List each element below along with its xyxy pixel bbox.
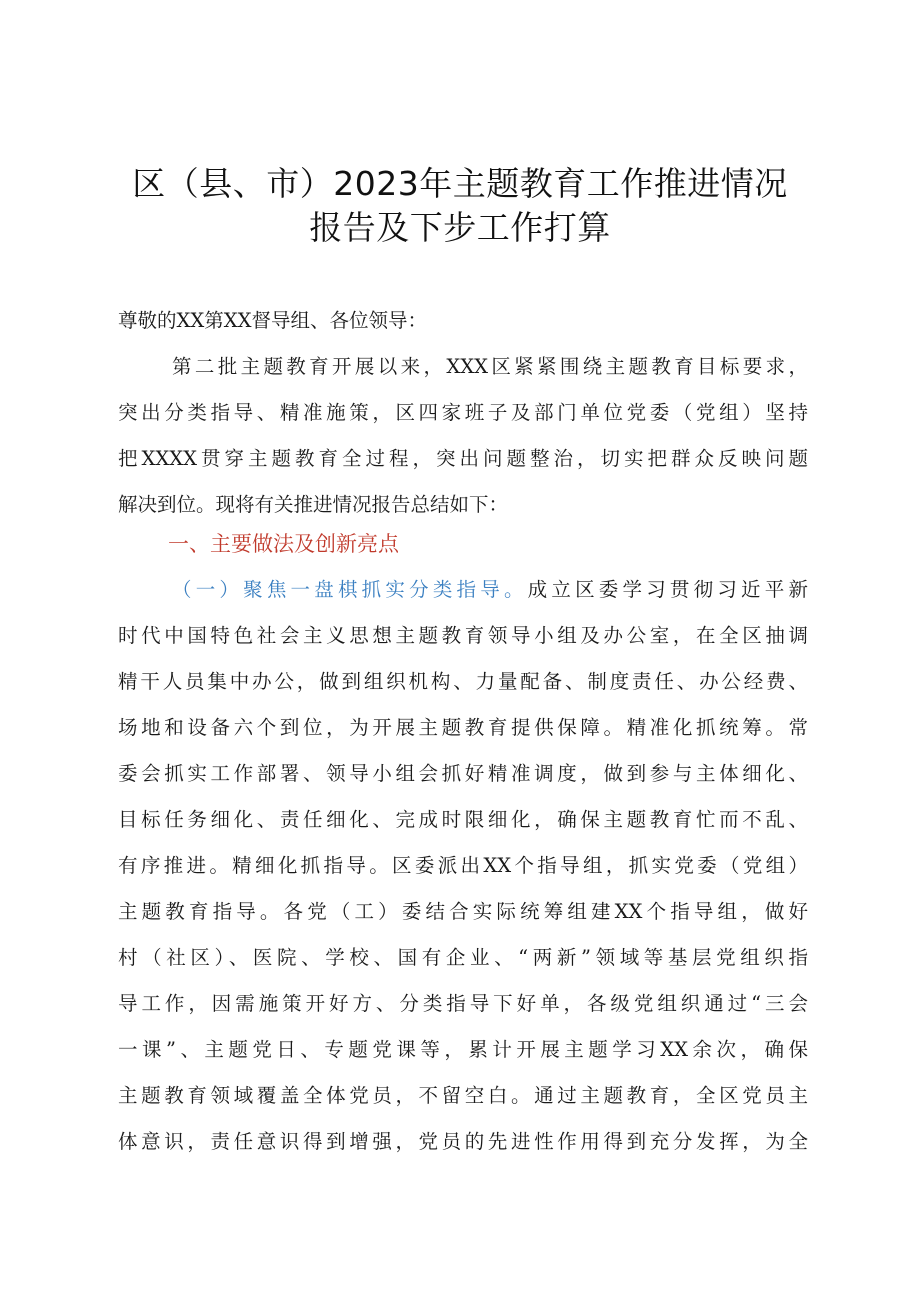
salutation: 尊敬的XX第XX督导组、各位领导： [118, 309, 428, 332]
intro-line: 把XXXX贯穿主题教育全过程，突出问题整治，切实把群众反映问题 [118, 447, 808, 470]
intro-line: 突出分类指导、精准施策，区四家班子及部门单位党委（党组）坚持 [118, 401, 808, 424]
body-line: 体意识，责任意识得到增强，党员的先进性作用得到充分发挥，为全 [118, 1130, 808, 1153]
intro-line: 解决到位。现将有关推进情况报告总结如下： [118, 493, 509, 516]
body-line: 一课”、主题党日、专题党课等，累计开展主题学习XX余次，确保 [118, 1038, 808, 1061]
body-line: 村（社区）、医院、学校、国有企业、“两新”领域等基层党组织指 [118, 946, 808, 969]
body-line: 主题教育指导。各党（工）委结合实际统筹组建XX个指导组，做好 [118, 900, 808, 923]
body-line: 场地和设备六个到位，为开展主题教育提供保障。精准化抓统筹。常 [118, 716, 808, 739]
body-line: 委会抓实工作部署、领导小组会抓好精准调度，做到参与主体细化、 [118, 762, 808, 785]
document-title-line-2: 报告及下步工作打算 [309, 208, 611, 247]
body-line: 导工作，因需施策开好方、分类指导下好单，各级党组织通过“三会 [118, 992, 808, 1015]
section-heading: 一、主要做法及创新亮点 [168, 532, 399, 556]
document-title-line-1: 区（县、市）2023年主题教育工作推进情况 [132, 164, 788, 203]
body-line: 时代中国特色社会主义思想主题教育领导小组及办公室，在全区抽调 [118, 624, 808, 647]
subsection-heading: （一）聚焦一盘棋抓实分类指导。 [172, 578, 528, 601]
body-line: 目标任务细化、责任细化、完成时限细化，确保主题教育忙而不乱、 [118, 808, 808, 831]
body-line: 主题教育领域覆盖全体党员，不留空白。通过主题教育，全区党员主 [118, 1084, 808, 1107]
intro-line: 第二批主题教育开展以来，XXX区紧紧围绕主题教育目标要求， [172, 355, 808, 378]
body-line: 有序推进。精细化抓指导。区委派出XX个指导组，抓实党委（党组） [118, 854, 808, 877]
body-line: 精干人员集中办公，做到组织机构、力量配备、制度责任、办公经费、 [118, 670, 808, 693]
subsection-first-line [172, 574, 808, 606]
subsection-first-line-text: 成立区委学习贯彻习近平新 [527, 578, 808, 601]
